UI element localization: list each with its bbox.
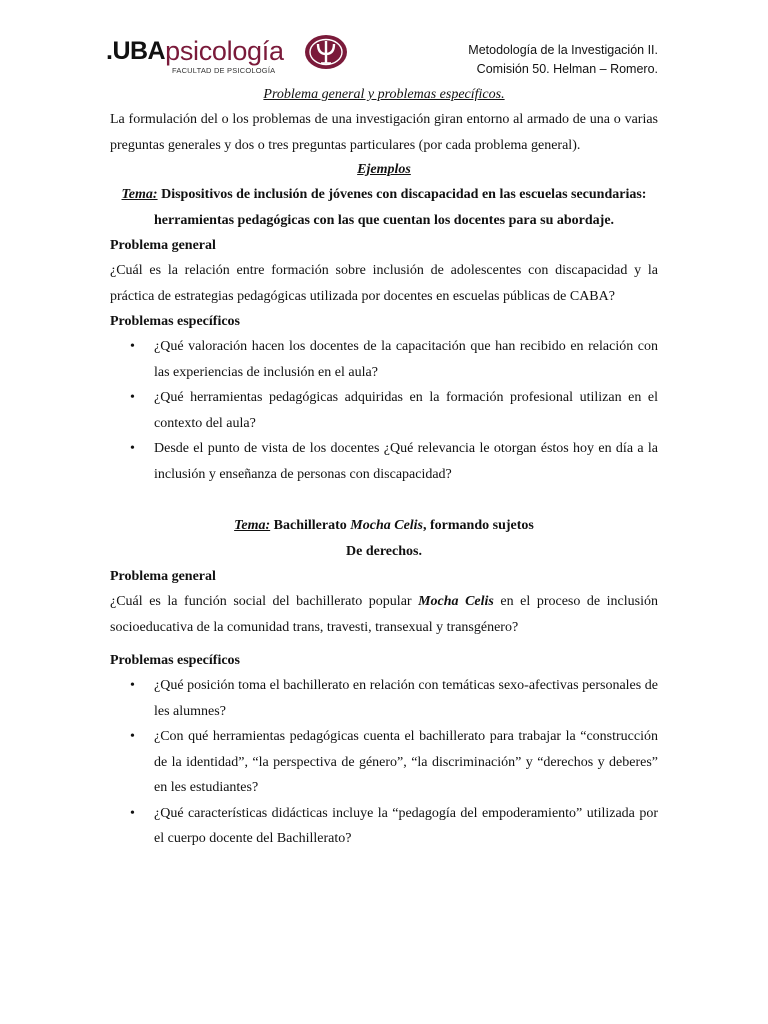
example2-general-italic: Mocha Celis: [418, 594, 494, 609]
list-item-text: ¿Con qué herramientas pedagógicas cuenta el bachillerato para trabajar la “construcción de la identidad”, “la perspectiva de género”, “la discriminación” y “derechos y deberes” en les estudiantes?: [154, 729, 658, 795]
document-title: Problema general y problemas específicos.: [263, 87, 505, 102]
document-body: [110, 86, 658, 852]
bullet-icon: •: [130, 441, 135, 456]
list-item-text: Desde el punto de vista de los docentes ¿Qué relevancia le otorgan éstos hoy en día a la inclusión y enseñanza de personas con discapacidad?: [154, 441, 658, 482]
example1-tema: [110, 182, 658, 233]
bullet-icon: •: [130, 339, 135, 354]
example2-tema-label: Tema:: [234, 518, 271, 533]
list-item-text: ¿Qué posición toma el bachillerato en relación con temáticas sexo-afectivas personales de les alumnes?: [154, 678, 658, 719]
list-item-text: ¿Qué características didácticas incluye la “pedagogía del empoderamiento” utilizada por el cuerpo docente del Bachillerato?: [154, 805, 658, 846]
course-info: [468, 41, 658, 79]
logo-uba-text: .UBA: [106, 37, 166, 65]
example2-tema-italic: Mocha Celis: [350, 518, 424, 533]
example2-specific-list: [110, 673, 658, 852]
example2-tema-text-end: , formando sujetos: [423, 518, 534, 533]
example1-specific-list: [110, 334, 658, 487]
list-item-text: ¿Qué herramientas pedagógicas adquiridas en la formación profesional utilizan en el contexto del aula?: [154, 390, 658, 431]
example2-general-text-b: en el proceso de inclusión socioeducativa de la comunidad trans, travesti, transexual y transgénero?: [110, 594, 658, 635]
bullet-icon: •: [130, 805, 135, 821]
list-item: [110, 334, 658, 385]
bullet-icon: •: [130, 390, 135, 405]
example1-general-heading: Problema general: [110, 238, 216, 253]
example2-tema-text: Bachillerato: [270, 518, 351, 533]
example1-tema-text: Dispositivos de inclusión de jóvenes con discapacidad en las escuelas secundarias: herramientas pedagógicas con las que cuentan los docentes para su abordaje.: [153, 187, 647, 228]
logo-psicologia-text: psicología: [165, 36, 284, 66]
bullet-icon: •: [130, 729, 135, 744]
example2-tema-line2: De derechos.: [346, 543, 422, 559]
example2-general-text-a: ¿Cuál es la función social del bachillerato popular: [110, 594, 419, 609]
uba-psicologia-logo: [106, 36, 284, 75]
psi-emblem-icon: [304, 34, 348, 70]
example2-specific-heading: Problemas específicos: [110, 653, 240, 668]
example2-tema: [110, 513, 658, 539]
course-commission: Comisión 50. Helman – Romero.: [476, 62, 658, 76]
examples-heading: Ejemplos: [357, 162, 411, 177]
example1-specific-heading: Problemas específicos: [110, 314, 240, 329]
intro-paragraph: La formulación del o los problemas de una investigación giran entorno al armado de una o varias preguntas generales y dos o tres preguntas particulares (por cada problema general).: [110, 112, 658, 153]
example2-general-text: [110, 589, 658, 640]
list-item: [110, 724, 658, 801]
list-item: [110, 673, 658, 724]
list-item-text: ¿Qué valoración hacen los docentes de la capacitación que han recibido en relación con las experiencias de inclusión en el aula?: [154, 339, 658, 380]
list-item: [110, 801, 658, 852]
list-item: [110, 385, 658, 436]
bullet-icon: •: [130, 678, 135, 693]
list-item: [110, 436, 658, 487]
example1-tema-label: Tema:: [121, 187, 158, 202]
page-header: [0, 0, 768, 84]
example1-general-text: ¿Cuál es la relación entre formación sobre inclusión de adolescentes con discapacidad y la práctica de estrategias pedagógicas utilizada por docentes en escuelas públicas de CABA?: [110, 263, 658, 304]
logo-faculty-text: FACULTAD DE PSICOLOGÍA: [172, 66, 276, 75]
example2-general-heading: Problema general: [110, 569, 216, 584]
course-title: Metodología de la Investigación II.: [468, 43, 658, 57]
